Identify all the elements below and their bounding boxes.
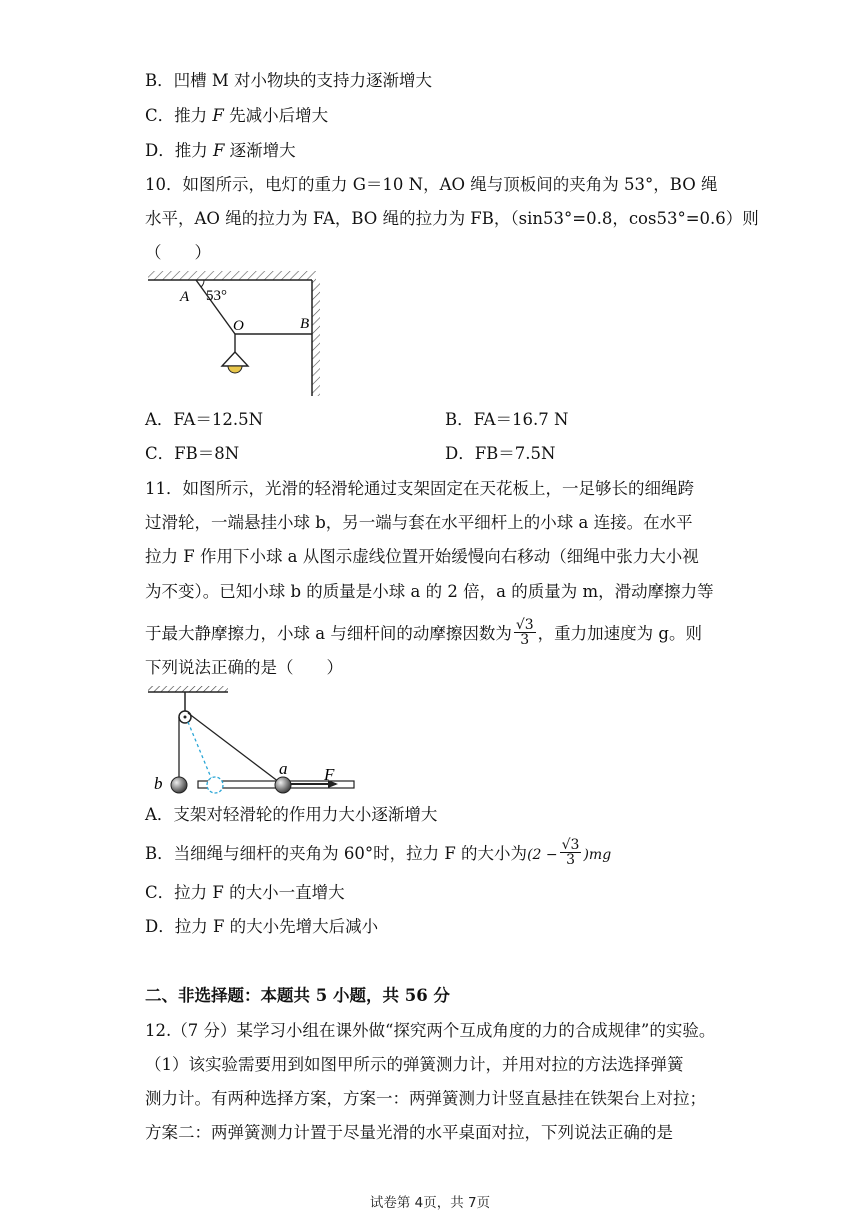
angle-arc [201, 280, 204, 287]
q10-option-d: D．FB＝7.5N [445, 444, 556, 463]
q9-option-b: B．凹槽 M 对小物块的支持力逐渐增大 [145, 71, 433, 90]
q9-option-d: D．推力 F 逐渐增大 [145, 141, 296, 160]
q10-option-a: A．FA＝12.5N [145, 410, 264, 429]
q9-option-c: C．推力 F 先减小后增大 [145, 106, 329, 125]
label-b: b [154, 774, 163, 793]
q12-stem-line2: （1）该实验需要用到如图甲所示的弹簧测力计，并用对拉的方法选择弹簧 [145, 1055, 684, 1074]
label-o: O [233, 318, 244, 334]
q12-stem-line4: 方案二：两弹簧测力计置于尽量光滑的水平桌面对拉，下列说法正确的是 [145, 1123, 673, 1142]
q10-figure [140, 268, 330, 398]
label-b: B [300, 316, 310, 332]
rope-to-a [188, 713, 283, 785]
q11-stem-line2: 过滑轮，一端悬挂小球 b，另一端与套在水平细杆上的小球 a 连接。在水平 [145, 513, 693, 532]
label-angle: 53° [206, 288, 227, 304]
ball-a-icon [275, 777, 291, 793]
bulb-icon [228, 366, 242, 373]
ball-b-icon [171, 777, 187, 793]
mu-fraction: $\frac{√3}{3}$ [515, 617, 534, 648]
q10-option-b: B．FA＝16.7 N [445, 410, 569, 429]
q10-stem-line3: （ ） [145, 243, 211, 262]
label-a: a [279, 759, 288, 778]
q11-figure [140, 684, 370, 796]
lamp-shade-icon [222, 352, 248, 366]
sqrt3-fraction: $\frac{√3}{3}$ [561, 837, 580, 868]
q11-stem-line4: 为不变）。已知小球 b 的质量是小球 a 的 2 倍，a 的质量为 m，滑动摩擦力等 [145, 582, 714, 601]
wall-hatch [312, 280, 320, 396]
page-footer: 试卷第 4页，共 7页 [369, 1195, 491, 1211]
q10-stem-line1: 10．如图所示，电灯的重力 G＝10 N，AO 绳与顶板间的夹角为 53°，BO 绳 [145, 175, 718, 194]
q10-stem-line2: 水平，AO 绳的拉力为 FA，BO 绳的拉力为 FB，（sin53°=0.8，cos53°=0.6）则 [145, 209, 759, 228]
label-a: A [180, 289, 190, 305]
ceiling-hatch [148, 271, 316, 280]
q11-option-d: D．拉力 F 的大小先增大后减小 [145, 917, 379, 936]
q12-stem-line1: 12.（7 分）某学习小组在课外做“探究两个互成角度的力的合成规律”的实验。 [145, 1021, 716, 1040]
q11-option-b: B．当细绳与细杆的夹角为 60°时，拉力 F 的大小为(2 − $\frac{√3}{3}$ )mg [145, 837, 612, 868]
q11-option-a: A．支架对轻滑轮的作用力大小逐渐增大 [145, 805, 438, 824]
rope-initial-dashed [188, 722, 212, 780]
label-f: F [324, 765, 335, 784]
q11-stem-line3: 拉力 F 作用下小球 a 从图示虚线位置开始缓慢向右移动（细绳中张力大小视 [145, 547, 699, 566]
q11-stem-line5: 于最大静摩擦力，小球 a 与细杆间的动摩擦因数为 $\frac{√3}{3}$ ，重力加速度为 g。则 [145, 617, 702, 648]
q11-stem-line6: 下列说法正确的是（ ） [145, 658, 343, 677]
ceiling-hatch [148, 686, 228, 692]
q10-option-c: C．FB＝8N [145, 444, 240, 463]
section-title: 二、非选择题：本题共 5 小题，共 56 分 [145, 986, 450, 1005]
q11-stem-line1: 11．如图所示，光滑的轻滑轮通过支架固定在天花板上，一足够长的细绳跨 [145, 479, 694, 498]
ball-a-initial-dashed [207, 777, 223, 793]
q12-stem-line3: 测力计。有两种选择方案，方案一：两弹簧测力计竖直悬挂在铁架台上对拉； [145, 1089, 706, 1108]
pulley-axle [184, 716, 187, 719]
q11-option-c: C．拉力 F 的大小一直增大 [145, 883, 345, 902]
